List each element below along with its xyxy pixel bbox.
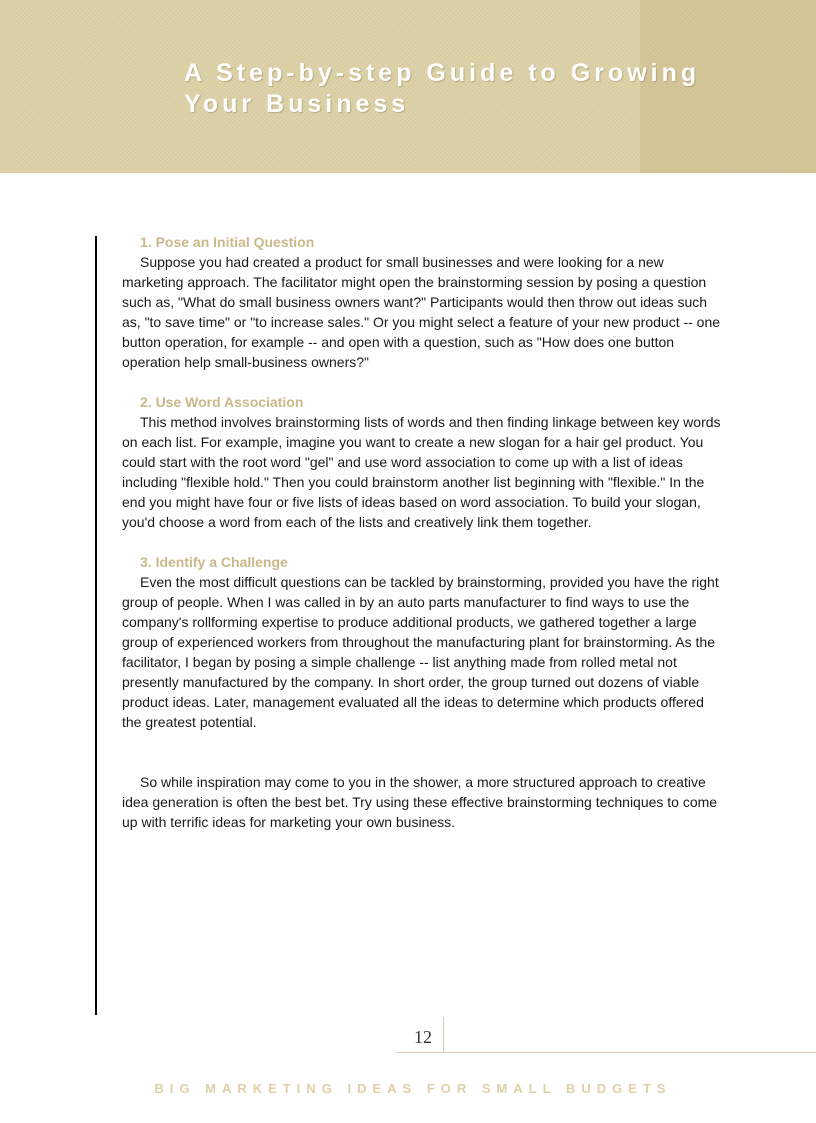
section-heading-2: 2. Use Word Association (140, 394, 304, 410)
page-number-divider-vertical (443, 1017, 444, 1053)
section-paragraph-1: Suppose you had created a product for small businesses and were looking for a new marketing approach. The facilitator might open the brainstorming session by posing a question such as, "What do small business owners want?" Participants would then throw out ideas such as, "to save time" or "to increase sales." Or you might select a feature of your new product -- one button operation, for example -- and open with a question, such as "How does one button operation help small-business owners?" (122, 254, 721, 370)
spacer (122, 752, 722, 772)
page-number: 12 (414, 1027, 432, 1047)
section-heading-1: 1. Pose an Initial Question (140, 234, 315, 250)
running-footer-title: BIG MARKETING IDEAS FOR SMALL BUDGETS (154, 1081, 672, 1096)
left-margin-rule (95, 236, 97, 1015)
page-number-divider-horizontal (396, 1052, 816, 1053)
spacer (122, 372, 722, 392)
section-paragraph-2: This method involves brainstorming lists of words and then finding linkage between key words on each list. For example, imagine you want to create a new slogan for a hair gel product. You could start with the root word "gel" and use word association to come up with a list of ideas including "flexible hold." Then you could brainstorm another list beginning with "flexible." In the end you might have four or five lists of ideas based on word association. To build your slogan, you'd choose a word from each of the lists and creatively link them together. (122, 414, 721, 530)
spacer (122, 732, 722, 752)
header-band (0, 0, 816, 173)
title-line-2: Your Business (184, 90, 410, 118)
section-paragraph-3: Even the most difficult questions can be tackled by brainstorming, provided you have the right group of people. When I was called in by an auto parts manufacturer to find ways to use the company's rollforming expertise to produce additional products, we gathered together a large group of experienced workers from throughout the manufacturing plant for brainstorming. As the facilitator, I began by posing a simple challenge -- list anything made from rolled metal not presently manufactured by the company. In short order, the group turned out dozens of viable product ideas. Later, management evaluated all the ideas to determine which products offered the greatest potential. (122, 574, 719, 730)
title-line-1: A Step-by-step Guide to Growing (184, 59, 701, 87)
closing-paragraph: So while inspiration may come to you in the shower, a more structured approach to creative idea generation is often the best bet. Try using these effective brainstorming techniques to come up with terrific ideas for marketing your own business. (122, 774, 718, 830)
document-title (184, 58, 700, 120)
section-heading-3: 3. Identify a Challenge (140, 554, 288, 570)
spacer (122, 532, 722, 552)
article-body (122, 232, 722, 832)
